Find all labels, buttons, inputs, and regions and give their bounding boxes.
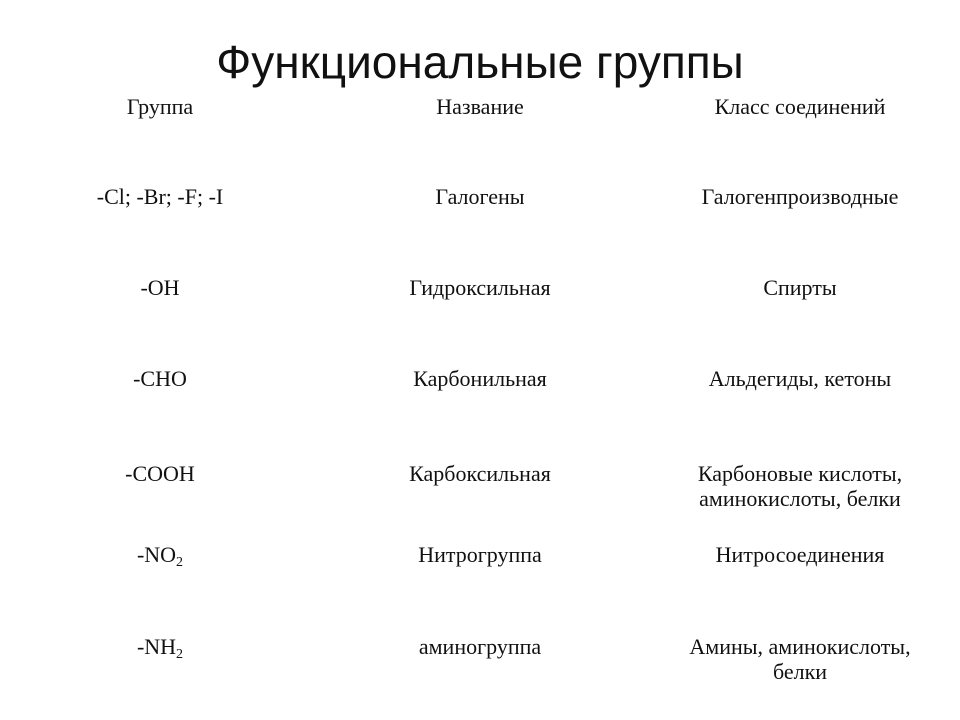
row-1-class: Галогенпроизводные xyxy=(701,184,899,209)
row-6-group xyxy=(60,634,260,662)
row-5-class: Нитросоединения xyxy=(715,542,885,567)
row-3-group: -CHO xyxy=(133,366,187,391)
row-2-name: Гидроксильная xyxy=(409,275,551,300)
row-3-name: Карбонильная xyxy=(413,366,547,391)
row-5-group xyxy=(60,542,260,570)
row-4-class xyxy=(640,461,960,511)
row-6-group-subscript: 2 xyxy=(176,647,184,662)
header-group: Группа xyxy=(126,94,194,119)
row-4-group: -COOH xyxy=(125,461,195,486)
row-4-name: Карбоксильная xyxy=(409,461,551,486)
row-1-name: Галогены xyxy=(435,184,525,209)
row-1-group: -Cl; -Br; -F; -I xyxy=(96,184,224,209)
row-6-class-line-2: белки xyxy=(772,659,828,684)
row-6-class-line-1: Амины, аминокислоты, xyxy=(689,634,911,659)
row-2-group: -OH xyxy=(140,275,180,300)
page-title: Функциональные группы xyxy=(216,36,744,88)
row-4-class-line-2: аминокислоты, белки xyxy=(699,486,901,511)
row-5-group-formula: -NO xyxy=(136,542,177,567)
row-3-class: Альдегиды, кетоны xyxy=(708,366,892,391)
header-class: Класс соединений xyxy=(714,94,886,119)
row-6-class xyxy=(640,634,960,684)
row-5-group-subscript: 2 xyxy=(176,555,184,570)
row-2-class: Спирты xyxy=(763,275,837,300)
row-5-name: Нитрогруппа xyxy=(418,542,542,567)
header-name: Название xyxy=(436,94,524,119)
row-6-name: аминогруппа xyxy=(418,634,542,659)
row-4-class-line-1: Карбоновые кислоты, xyxy=(697,461,903,486)
row-6-group-formula: -NH xyxy=(136,634,177,659)
